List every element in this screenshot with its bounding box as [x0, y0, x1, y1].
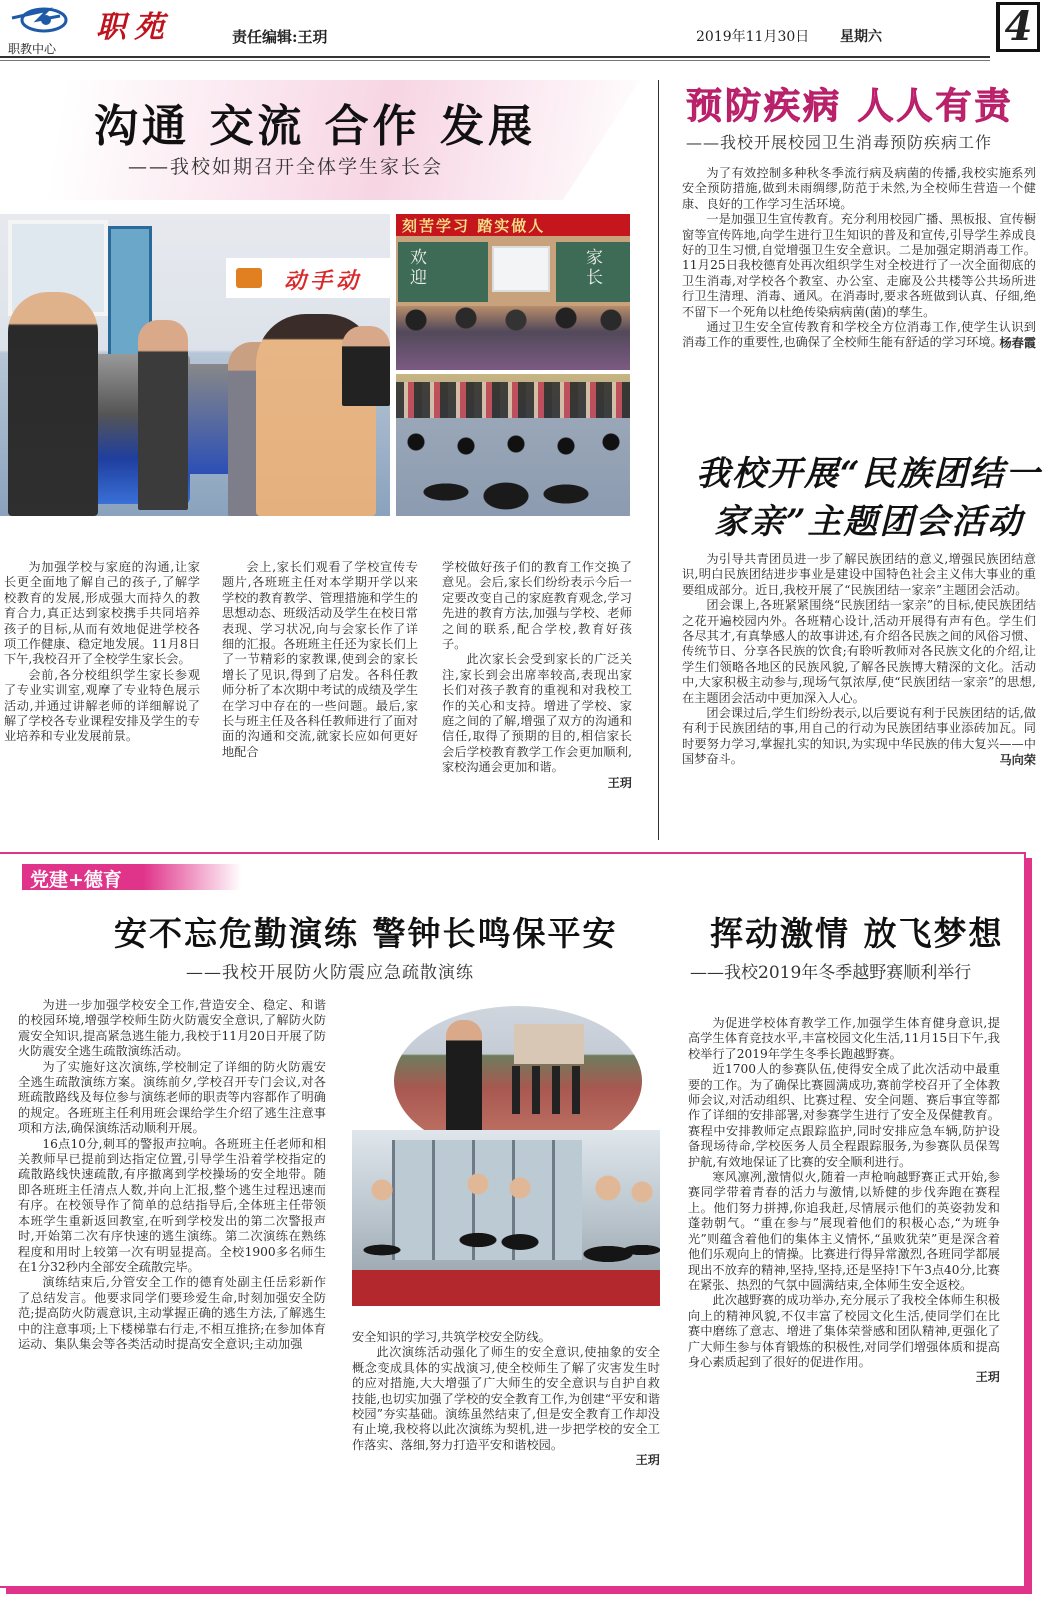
drill-title: 安不忘危勤演练 警钟长鸣保平安 [114, 914, 618, 953]
paragraph: 此次演练活动强化了师生的安全意识,使抽象的安全概念变成具体的实战演习,使全校师生了解了灾害发生时的应对措施,大大增强了广大师生的安全意识与自护自救技能,也切实加强了学校的安全教育工作,为创建“平安和谐校园”夯实基础。演练虽然结束了,但是安全教育工作却没有止境,我校将以此次演练为契机,进一步把学校的安全工作落实、落细,努力打造平安和谐校园。 [352, 1345, 660, 1452]
masthead-rule [0, 56, 990, 58]
building [514, 1024, 584, 1064]
school-logo-icon [8, 4, 72, 36]
health-body [682, 166, 1036, 351]
person [8, 292, 98, 516]
paragraph: 会上,家长们观看了学校宣传专题片,各班班主任对本学期开学以来学校的教育教学、管理措施和学生的思想动态、班级活动及学生在校日常表现、学习状况,向与会家长作了详细的汇报。各班班主任还为家长们上了一节精彩的家教课,使到会的家长增长了见识,得到了启发。各科任教师分析了本次期中考试的成绩及学生在学习中存在的一些问题。最后,家长与班主任及各科任教师进行了面对面的沟通和交流,就家长应如何更好地配合 [222, 560, 418, 759]
students [352, 1170, 660, 1306]
paragraph: 16点10分,刺耳的警报声拉响。各班班主任老师和相关教师早已提前到达指定位置,引导学生沿着学校指定的疏散路线快速疏散,有序撤离到学校操场的安全地带。随即各班班主任清点人数,并向上汇报,整个逃生过程迅速而有序。在校领导作了简单的总结指导后,全体班主任带领本班学生重新返回教室,在听到学校发出的第二次警报声时,开始第二次有序快速的逃生演练。第二次演练在熟练程度和用时上较第一次有明显提高。全校1900多名师生在1分32秒内全部安全疏散完毕。 [18, 1136, 326, 1274]
section-name: 职苑 [96, 10, 172, 45]
section-tag-label: 党建+德育 [30, 869, 122, 891]
paragraph: 此次越野赛的成功举办,充分展示了我校全体师生积极向上的精神风貌,不仅丰富了校园文化生活,使同学们在比赛中磨练了意志、增进了集体荣誉感和团队精神,更强化了广大师生参与体育锻炼的积极性,对同学们增强体质和提高身心素质起到了很好的促进作用。 [688, 1293, 1000, 1369]
paragraph: 为促进学校体育教学工作,加强学生体育健身意识,提高学生体育竞技水平,丰富校园文化生活,11月15日下午,我校举行了2019年学生冬季长跑越野赛。 [688, 1016, 1000, 1061]
photo-training-lab [0, 214, 390, 516]
issue-weekday: 星期六 [840, 29, 882, 45]
parents-title: 沟通 交流 合作 发展 [94, 101, 536, 152]
drill-col-2 [352, 1330, 660, 1469]
author: 王玥 [607, 775, 632, 790]
parents-col-1 [4, 560, 200, 745]
column-divider [658, 80, 659, 840]
paragraph: 为了有效控制多种秋冬季流行病及病菌的传播,我校实施系列安全预防措施,做到未雨绸缪,防范于未然,为全校师生营造一个健康、良好的工作学习生活环境。 [682, 166, 1036, 211]
health-title: 预防疾病 人人有责 [686, 85, 1014, 127]
paragraph: 团会课过后,学生们纷纷表示,以后要说有利于民族团结的话,做有利于民族团结的事,用自己的行动为民族团结事业添砖加瓦。同时要努力学习,掌握扎实的知识,为实现中华民族的伟大复兴——中国梦奋斗。 [682, 706, 1036, 767]
paragraph: 此次家长会受到家长的广泛关注,家长到会出席率较高,表现出家长们对孩子教育的重视和对我校工作的关心和支持。增进了学校、家庭之间的了解,增强了双方的沟通和信任,取得了预期的目的,相信家长会后学校教育教学工作会更加顺利,家校沟通会更加和谐。 [442, 652, 632, 775]
parents-col-2 [222, 560, 418, 760]
paragraph: 演练结束后,分管安全工作的德育处副主任岳彩新作了总结发言。他要求同学们要珍爱生命,时刻加强安全防范;提高防火防震意识,主动掌握正确的逃生方法,了解逃生中的注意事项;上下楼梯靠右行走,不相互推挤;在参加体育运动、集队集会等各类活动时提高安全意识;主动加强 [18, 1275, 326, 1351]
race-title: 挥动激情 放飞梦想 [710, 914, 1004, 953]
unity-body [682, 552, 1036, 768]
photo-dance-performance [396, 374, 630, 516]
person [138, 320, 188, 510]
author: 杨春霞 [999, 335, 1036, 350]
audience [396, 306, 630, 370]
race-subtitle: ——我校2019年冬季越野赛顺利举行 [690, 963, 972, 983]
paragraph: 寒风凛冽,激情似火,随着一声枪响越野赛正式开始,参赛同学带着青春的活力与激情,以矫健的步伐奔跑在赛程上。他们努力拼搏,你追我赶,尽情展示他们的英姿勃发和蓬勃朝气。“重在参与”展现着他们的积极心态,“为班争光”则蕴含着他们的集体主义情怀,“虽败犹荣”更是深含着他们乐观向上的情操。比赛进行得异常激烈,各班同学都展现出不放弃的精神,坚持,坚持,还是坚持!下午3点40分,比赛在紧张、热烈的气氛中圆满结束,全体师生安全返校。 [688, 1170, 1000, 1292]
paragraph: 一是加强卫生宣传教育。充分利用校园广播、黑板报、宣传橱窗等宣传阵地,向学生进行卫生知识的普及和宣传,引导学生养成良好的卫生习惯,自觉增强卫生安全意识。二是加强定期消毒工作。11月25日我校德育处再次组织学生对全校进行了一次全面彻底的卫生消毒,对学校各个教室、办公室、走廊及公共楼等公共场所进行卫生清理、消毒、通风。在消毒时,要求各班做到认真、仔细,绝不留下一个死角以杜绝传染病病菌(菌)的孳生。 [682, 212, 1036, 319]
author: 王玥 [975, 1370, 1000, 1385]
paragraph: 为加强学校与家庭的沟通,让家长更全面地了解自己的孩子,了解学校教育的发展,形成强大而持久的教育合力,真正达到家校携手共同培养孩子的目标,从而有效地促进学校各项工作健康、稳定地发展。11月8日下午,我校召开了全校学生家长会。 [4, 560, 200, 667]
person-speaker [446, 1020, 482, 1144]
page-number: 4 [1004, 3, 1033, 50]
author: 马向荣 [999, 752, 1036, 767]
unity-title-line-2: 家亲”主题团会活动 [714, 502, 1024, 542]
issue-date: 2019年11月30日 [696, 29, 810, 45]
drill-subtitle: ——我校开展防火防震应急疏散演练 [186, 963, 474, 983]
health-subtitle: ——我校开展校园卫生消毒预防疾病工作 [686, 133, 993, 152]
dancers [396, 422, 630, 516]
paragraph: 为引导共青团员进一步了解民族团结的意义,增强民族团结意识,明白民族团结进步事业是建设中国特色社会主义伟大事业的重要组成部分。近日,我校开展了“民族团结一家亲”主题团会活动。 [682, 552, 1036, 597]
classroom-banner-text: 刻苦学习 踏实做人 [402, 217, 546, 235]
parents-col-3 [442, 560, 632, 791]
wall-slogan: 动手动 [284, 268, 363, 294]
blackboard-text: 欢迎 [410, 248, 427, 288]
unity-title-line-1: 我校开展“民族团结一 [696, 454, 1042, 494]
masthead-rule-thin [0, 60, 990, 61]
paragraph: 会前,各分校组织学生家长参观了专业实训室,观摩了专业特色展示活动,并通过讲解老师的详细解说了解了学校各专业课程安排及学生的专业培养和专业发展前景。 [4, 667, 200, 744]
paragraph: 团会课上,各班紧紧围绕“民族团结一家亲”的目标,使民族团结之花开遍校园内外。各班精心设计,活动开展得有声有色。学生们各尽其才,有真挚感人的故事讲述,有介绍各民族之间的风俗习惯、传统节日、分享各民族的饮食;有聆听教师对各民族文化的介绍,让学生们领略各地区的民族风貌,了解各民族博大精深的文化。活动中,大家积极主动参与,现场气氛浓厚,使“民族团结一家亲”的思想,在主题团会活动中更加深入人心。 [682, 598, 1036, 705]
paragraph: 为了实施好这次演练,学校制定了详细的防火防震安全逃生疏散演练方案。演练前夕,学校召开专门会议,对各班疏散路线及每位参与演练老师的职责等内容都作了明确的规定。各班班主任利用班会课给学生介绍了逃生注意事项和方法,确保演练活动顺利开展。 [18, 1059, 326, 1136]
masthead [0, 0, 1058, 64]
page-number-box [996, 2, 1040, 52]
race-body [688, 1016, 1000, 1386]
photo-evacuation [352, 1130, 660, 1306]
person [342, 326, 390, 406]
photo-classroom [396, 214, 630, 370]
crowd [396, 382, 630, 418]
paragraph: 为进一步加强学校安全工作,营造安全、稳定、和谐的校园环境,增强学校师生防火防震安全意识,了解防火防震安全知识,提高紧急逃生能力,我校于11月20日开展了防火防震安全逃生疏散演练活动。 [18, 998, 326, 1059]
book-icon [236, 268, 262, 288]
parents-subtitle: ——我校如期召开全体学生家长会 [128, 156, 444, 178]
author: 王玥 [635, 1453, 660, 1468]
paragraph-continued: 学校做好孩子们的教育工作交换了意见。会后,家长们纷纷表示今后一定要改变自己的家庭教育观念,学习先进的教育方法,加强与学校、老师之间的联系,配合学校,教育好孩子。 [442, 560, 632, 652]
projector-screen [492, 246, 550, 292]
paragraph: 近1700人的参赛队伍,使得安全成了此次活动中最重要的工作。为了确保比赛圆满成功,赛前学校召开了全体教师会议,对活动组织、比赛过程、安全问题、赛后事宜等都作了详细的安排部署,对参赛学生进行了安全及保健教育。赛程中安排教师定点跟踪监护,同时安排应急车辆,防护设备现场待命,学校医务人员全程跟踪服务,为参赛队员保驾护航,有效地保证了比赛的安全顺利进行。 [688, 1062, 1000, 1169]
people-group [512, 1066, 592, 1114]
paragraph-continued: 安全知识的学习,共筑学校安全防线。 [352, 1330, 551, 1344]
drill-col-1 [18, 998, 326, 1352]
blackboard-text: 家长 [586, 248, 603, 288]
paragraph: 通过卫生安全宣传教育和学校全方位消毒工作,使学生认识到消毒工作的重要性,也确保了全校师生能有舒适的学习环境。 [682, 320, 1036, 350]
editor-credit: 责任编辑:王玥 [232, 28, 328, 46]
logo-text: 职教中心 [8, 42, 57, 56]
